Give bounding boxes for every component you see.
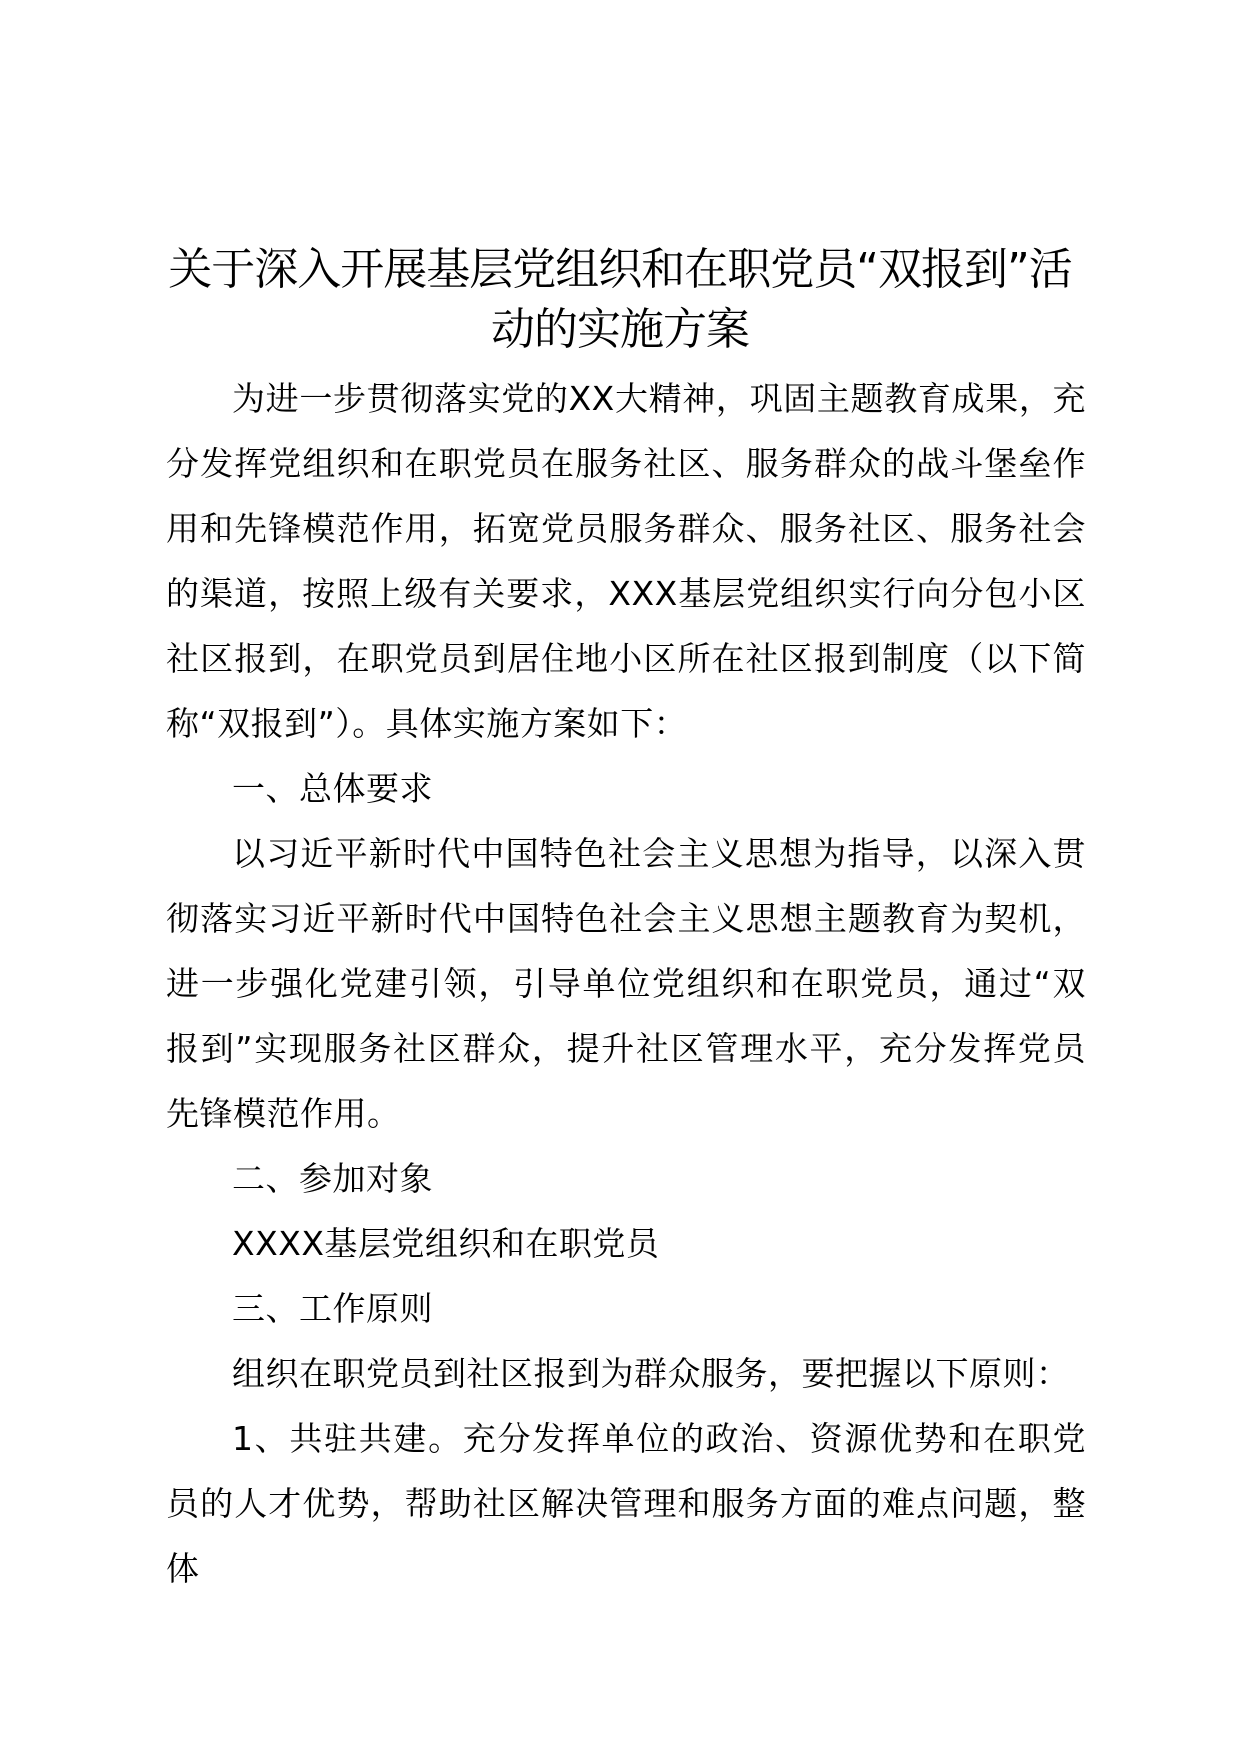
section-heading-principles: 三、工作原则 bbox=[232, 1289, 433, 1328]
principles-intro-paragraph: 组织在职党员到社区报到为群众服务，要把握以下原则： bbox=[232, 1354, 1070, 1393]
document-title: 关于深入开展基层党组织和在职党员“双报到”活动的实施方案 bbox=[168, 244, 1072, 355]
document-body bbox=[166, 366, 1086, 1601]
section-heading-general-requirements: 一、总体要求 bbox=[232, 769, 433, 808]
participants-paragraph: XXXX基层党组织和在职党员 bbox=[232, 1224, 660, 1263]
principle-1-paragraph: 1、共驻共建。充分发挥单位的政治、资源优势和在职党员的人才优势，帮助社区解决管理和服务方面的难点问题，整体 bbox=[166, 1419, 1086, 1588]
section-heading-participants: 二、参加对象 bbox=[232, 1159, 433, 1198]
general-requirements-paragraph: 以习近平新时代中国特色社会主义思想为指导，以深入贯彻落实习近平新时代中国特色社会主义思想主题教育为契机，进一步强化党建引领，引导单位党组织和在职党员，通过“双报到”实现服务社区群众，提升社区管理水平，充分发挥党员先锋模范作用。 bbox=[166, 834, 1086, 1133]
intro-paragraph: 为进一步贯彻落实党的XX大精神，巩固主题教育成果，充分发挥党组织和在职党员在服务社区、服务群众的战斗堡垒作用和先锋模范作用，拓宽党员服务群众、服务社区、服务社会的渠道，按照上级有关要求，XXX基层党组织实行向分包小区社区报到，在职党员到居住地小区所在社区报到制度（以下简称“双报到”）。具体实施方案如下： bbox=[166, 379, 1086, 743]
